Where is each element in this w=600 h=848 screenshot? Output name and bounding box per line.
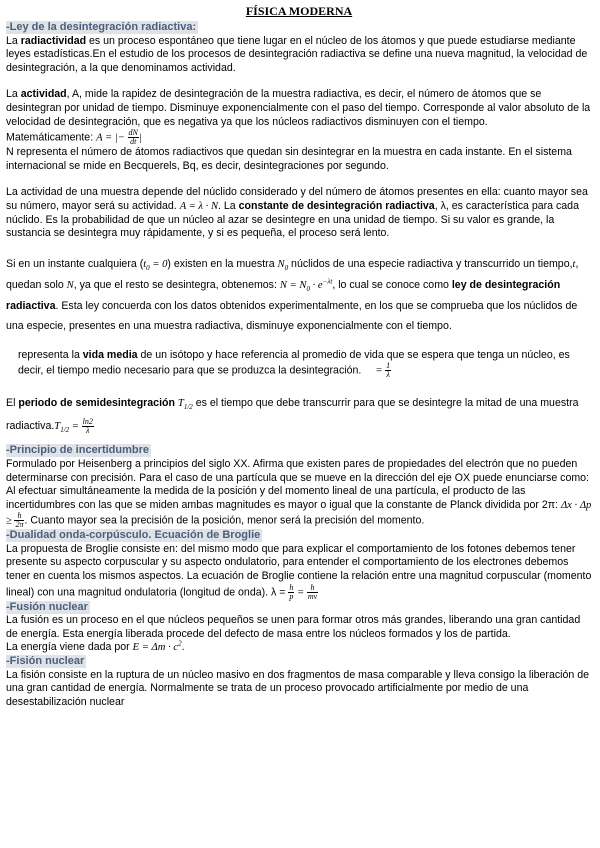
- paragraph-n-definition: N representa el número de átomos radiactivos que quedan sin desintegrar en la muestra en cada instante. En el sistema internacional se mide en Becquerels, Bq, es decir, desintegraciones por segundo.: [6, 146, 572, 172]
- paragraph-fusion: La fusión es un proceso en el que núcleos pequeños se unen para formar otros más grandes, liberando una gran cantidad de energía. Esta energía liberada procede del defecto de masa entre los núcleos formados y los de partida.: [6, 614, 581, 640]
- paragraph-mean-life: representa la vida media de un isótopo y hace referencia al promedio de vida que se espera que tenga un núcleo, es decir, el tiempo medio necesario para que se produzca la desintegración. = $\frac{1}{\lambda}$: [18, 348, 570, 380]
- paragraph-decay-constant: La actividad de una muestra depende del núclido considerado y del número de átomos presentes en ella: cuanto mayor sea su número, mayor será su actividad. A = λ · N. La constante de desintegración radiactiva, λ, es característica para cada núclido. Es la probabilidad de que un núcleo al azar se desintegre en una unidad de tiempo. Si su valor es grande, la sustancia se desintegra muy rápidamente, y si es pequeña, el proceso será lento.: [6, 186, 588, 240]
- section-heading: -Fusión nuclear: [6, 600, 88, 613]
- fraction-one-lambda: $\frac{1}{\lambda}$: [386, 361, 391, 380]
- paragraph-radioactivity: La radiactividad es un proceso espontáneo que tiene lugar en el núcleo de los átomos y que puede estudiarse mediante leyes estadísticas.En el estudio de los procesos de desintegración radiactiva se define una nueva magnitud, la velocidad de desintegración, a la que denominamos actividad.: [6, 34, 588, 74]
- paragraph-uncertainty: Formulado por Heisenberg a principios del siglo XX. Afirma que existen pares de propiedades del electrón que no pueden determinarse con precisión. Para el caso de una partícula que se mueve en la dirección del eje OX puede enunciarse como: Al efectuar simultáneamente la medida de la posición y del momento lineal de una partícula, el producto de las incertidumbres con las que se miden ambas magnitudes es mayor o igual que la constante de Planck dividida por 2π: Δx · Δp ≥ $\frac{h}{2\pi}$ . Cuanto mayor sea la precisión de la posición, menor será la precisión del momento.: [6, 457, 592, 530]
- fraction-h-p: $\frac{h}{p}$: [289, 582, 294, 601]
- paragraph-activity-formula: Matemáticamente: A = |− $\frac{dN}{dt}$ |: [6, 128, 142, 147]
- paragraph-fission: La fisión consiste en la ruptura de un núcleo masivo en dos fragmentos de masa comparable y lleva consigo la liberación de una gran cantidad de energía. Normalmente se trata de un proceso provocado artificialmente por medio de una desestabilización nuclear: [6, 668, 589, 708]
- document-title: FÍSICA MODERNA: [245, 4, 353, 18]
- paragraph-de-broglie: La propuesta de Broglie consiste en: del mismo modo que para explicar el comportamiento de los fotones debemos tener presente su aspecto corpuscular y su aspecto ondulatorio, para entender el comportamiento de los electrones debemos tener en cuenta los mismos aspectos. La ecuación de Broglie contiene la relación entre una magnitud corpuscular (momento lineal) con una magnitud ondulatoria (longitud de onda). λ = $\frac{h}{p}$ = $\frac{h}{mv}$: [6, 542, 592, 601]
- section-heading: -Fisión nuclear: [6, 655, 85, 668]
- fraction-ln2-lambda: $\frac{\ln 2}{\lambda}$: [82, 417, 93, 436]
- paragraph-fusion-energy: La energía viene dada por $E = \Delta m \cdot c^2$.: [6, 639, 185, 654]
- paragraph-decay-law: Si en un instante cualquiera $(t_0 = 0)$ existen en la muestra $N_0$ núclidos de una especie radiactiva y transcurrido un tiempo,t, quedan solo N, ya que el resto se desintegra, obtenemos: $N = N_0 \cdot e^{-\lambda t}$, lo cual se conoce como ley de desintegración radiactiva. Esta ley concuerda con los datos obtenidos experimentalmente, en los que se comprueba que los núclidos de una especie, presentes en una muestra radiactiva, disminuye exponencialmente con el tiempo.: [6, 257, 579, 332]
- activity-formula: A =: [96, 132, 115, 144]
- fraction-h-mv: $\frac{h}{mv}$: [307, 582, 318, 601]
- section-nuclear-fission: [6, 655, 592, 709]
- fraction-h-2pi: $\frac{h}{2\pi}$: [15, 511, 24, 530]
- decay-law-formula: N = N: [279, 279, 307, 291]
- fraction-dn-dt: $\frac{dN}{dt}$: [128, 128, 138, 147]
- section-uncertainty-principle: [6, 444, 592, 529]
- section-heading: -Ley de la desintegración radiactiva:: [6, 21, 197, 33]
- section-wave-particle-duality: [6, 529, 592, 600]
- paragraph-activity: La actividad, A, mide la rapidez de desintegración de la muestra radiactiva, es decir, el número de átomos que se desintegran por unidad de tiempo. Disminuye exponencialmente con el paso del tiempo. Corresponde al valor absoluto de la velocidad de desintegración, que es negativa ya que los núcleos radiactivos disminuyen con el tiempo.: [6, 88, 591, 128]
- document-page: [6, 4, 592, 709]
- section-nuclear-fusion: [6, 601, 592, 655]
- section-heading: -Principio de incertidumbre: [6, 444, 150, 457]
- paragraph-half-life: El periodo de semidesintegración $T_{1/2}$ es el tiempo que debe transcurrir para que se desintegre la mitad de una muestra $radiactiva.T_{1/2}$ = $\frac{\ln 2}{\lambda}$: [6, 397, 579, 436]
- section-radioactive-decay: [6, 21, 592, 438]
- section-heading: -Dualidad onda-corpúsculo. Ecuación de Broglie: [6, 529, 261, 542]
